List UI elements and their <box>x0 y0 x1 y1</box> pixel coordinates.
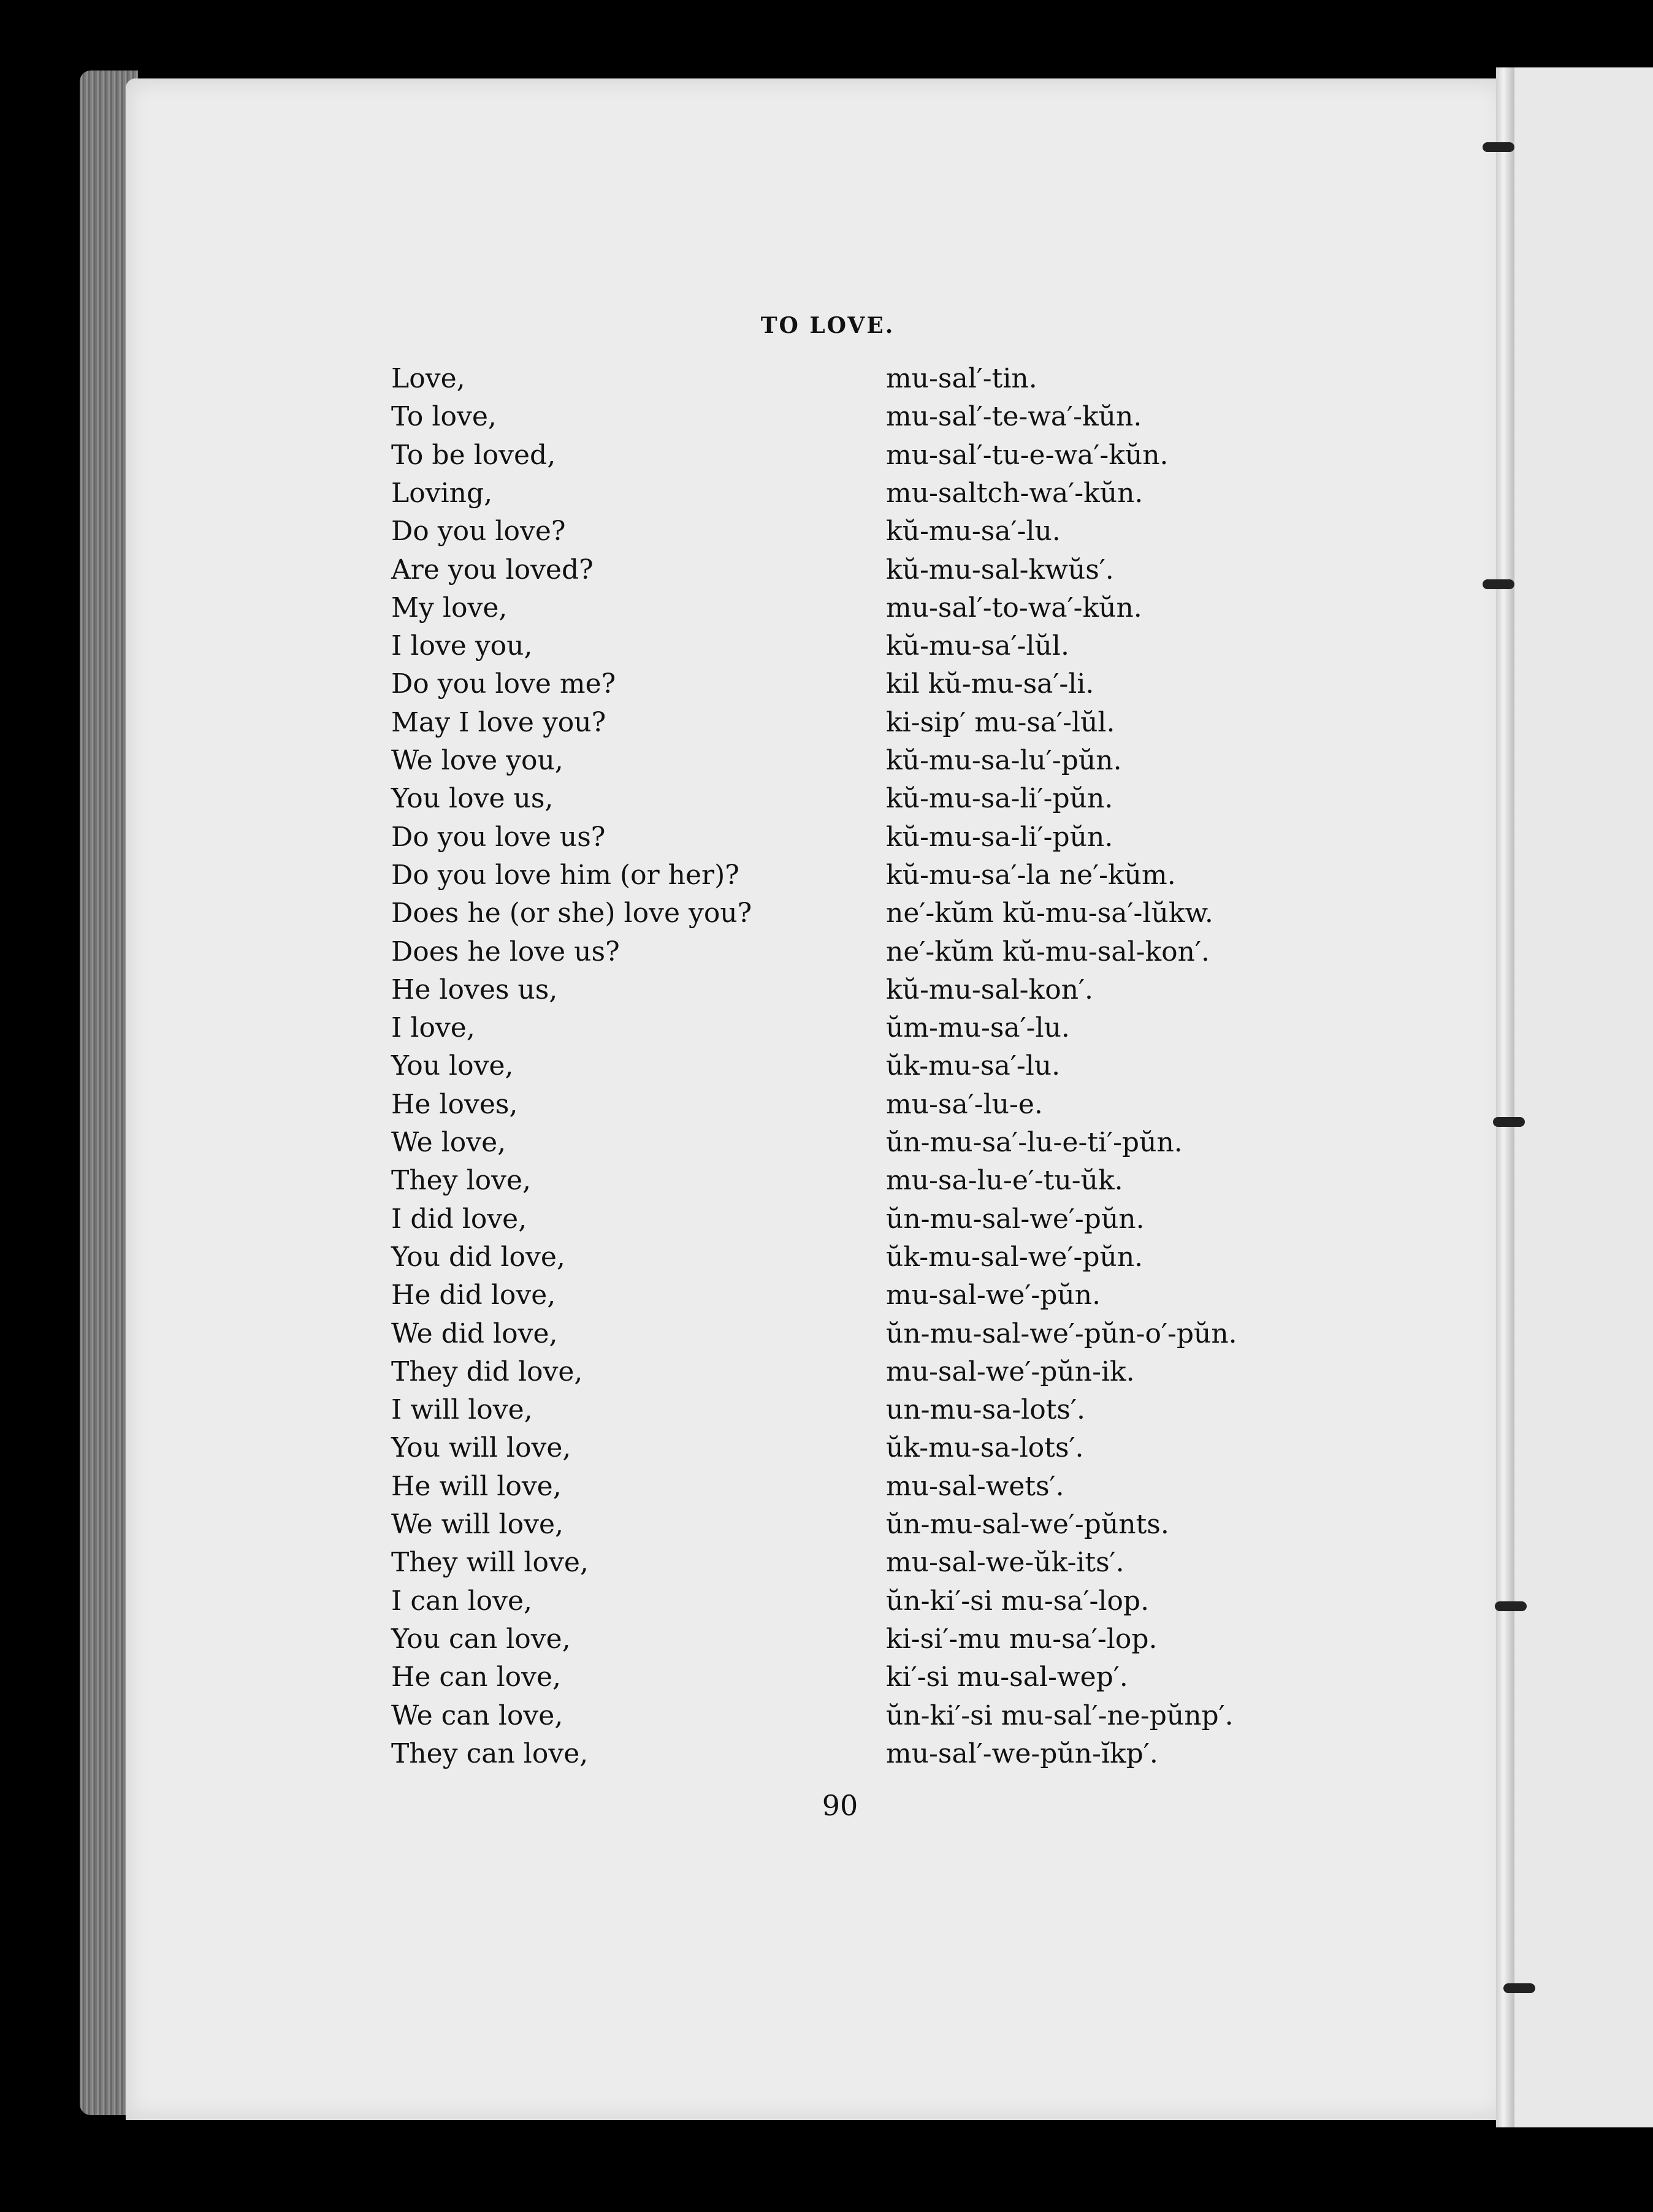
indian-translation: mu-sal′-te-wa′-kŭn. <box>886 401 1142 433</box>
indian-translation: kŭ-mu-sal-kon′. <box>886 974 1094 1005</box>
vocabulary-entry <box>0 783 1653 820</box>
vocabulary-entry <box>0 440 1653 476</box>
vocabulary-entry <box>0 478 1653 514</box>
vocabulary-entry <box>0 516 1653 552</box>
english-phrase: We love you, <box>391 745 563 776</box>
indian-translation: mu-sa′-lu-e. <box>886 1088 1043 1120</box>
indian-translation: mu-saltch-wa′-kŭn. <box>886 477 1143 509</box>
english-phrase: I did love, <box>391 1203 527 1235</box>
vocabulary-entry <box>0 1509 1653 1546</box>
vocabulary-entry <box>0 363 1653 400</box>
english-phrase: Does he (or she) love you? <box>391 898 752 929</box>
indian-translation: ki′-si mu-sal-wep′. <box>886 1661 1128 1693</box>
english-phrase: Do you love us? <box>391 821 606 853</box>
indian-translation: ne′-kŭm kŭ-mu-sal-kon′. <box>886 936 1210 967</box>
english-phrase: We love, <box>391 1127 506 1158</box>
vocabulary-entry <box>0 1471 1653 1508</box>
english-phrase: I can love, <box>391 1585 533 1617</box>
vocabulary-entry <box>0 592 1653 629</box>
binding-mark <box>1503 1983 1535 1993</box>
indian-translation: mu-sal′-we-pŭn-ĭkp′. <box>886 1737 1158 1769</box>
indian-translation: mu-sal′-tu-e-wa′-kŭn. <box>886 439 1169 471</box>
english-phrase: They can love, <box>391 1737 589 1769</box>
indian-translation: ŭn-ki′-si mu-sal′-ne-pŭnp′. <box>886 1699 1234 1731</box>
english-phrase: They did love, <box>391 1356 583 1387</box>
vocabulary-entry <box>0 860 1653 896</box>
english-phrase: Love, <box>391 363 465 394</box>
vocabulary-entry <box>0 745 1653 782</box>
vocabulary-entry <box>0 1280 1653 1316</box>
indian-translation: kŭ-mu-sa-li′-pŭn. <box>886 783 1113 815</box>
english-phrase: My love, <box>391 592 508 624</box>
english-phrase: You love, <box>391 1050 514 1082</box>
indian-translation: kŭ-mu-sa-li′-pŭn. <box>886 821 1113 853</box>
vocabulary-entry <box>0 1623 1653 1660</box>
indian-translation: ki-sip′ mu-sa′-lŭl. <box>886 706 1115 738</box>
vocabulary-entry <box>0 974 1653 1011</box>
english-phrase: We can love, <box>391 1699 563 1731</box>
vocabulary-entry <box>0 1241 1653 1278</box>
english-phrase: He will love, <box>391 1470 562 1502</box>
english-phrase: You love us, <box>391 783 554 815</box>
indian-translation: ŭn-ki′-si mu-sa′-lop. <box>886 1585 1150 1617</box>
vocabulary-entry <box>0 1012 1653 1049</box>
english-phrase: They love, <box>391 1165 532 1197</box>
vocabulary-entry <box>0 668 1653 705</box>
vocabulary-entry <box>0 936 1653 973</box>
english-phrase: To be loved, <box>391 439 556 471</box>
vocabulary-entry <box>0 1661 1653 1698</box>
indian-translation: ki-si′-mu mu-sa′-lop. <box>886 1623 1158 1655</box>
vocabulary-entry <box>0 1394 1653 1431</box>
english-phrase: He can love, <box>391 1661 562 1693</box>
indian-translation: mu-sa-lu-e′-tu-ŭk. <box>886 1165 1123 1197</box>
english-phrase: Do you love him (or her)? <box>391 859 739 891</box>
indian-translation: mu-sal′-tin. <box>886 363 1037 394</box>
english-phrase: May I love you? <box>391 706 606 738</box>
vocabulary-entry <box>0 554 1653 591</box>
vocabulary-entry <box>0 1585 1653 1622</box>
indian-translation: mu-sal′-to-wa′-kŭn. <box>886 592 1142 624</box>
vocabulary-entry <box>0 1432 1653 1469</box>
indian-translation: mu-sal-wets′. <box>886 1470 1064 1502</box>
vocabulary-entry <box>0 898 1653 934</box>
english-phrase: Does he love us? <box>391 936 620 967</box>
page-number: 90 <box>822 1789 858 1822</box>
indian-translation: ŭk-mu-sa′-lu. <box>886 1050 1061 1082</box>
vocabulary-entry <box>0 630 1653 667</box>
vocabulary-entry <box>0 1050 1653 1087</box>
indian-translation: ŭn-mu-sal-we′-pŭnts. <box>886 1509 1169 1540</box>
vocabulary-entry <box>0 707 1653 744</box>
vocabulary-entry <box>0 1165 1653 1202</box>
indian-translation: mu-sal-we-ŭk-its′. <box>886 1547 1124 1579</box>
english-phrase: Loving, <box>391 477 493 509</box>
english-phrase: Do you love me? <box>391 668 616 700</box>
vocabulary-entry <box>0 1089 1653 1126</box>
page-title: TO LOVE. <box>760 313 895 338</box>
english-phrase: We will love, <box>391 1509 563 1540</box>
vocabulary-entry <box>0 822 1653 858</box>
indian-translation: ŭm-mu-sa′-lu. <box>886 1012 1070 1044</box>
indian-translation: ŭn-mu-sal-we′-pŭn-o′-pŭn. <box>886 1318 1237 1349</box>
indian-translation: mu-sal-we′-pŭn. <box>886 1280 1101 1311</box>
english-phrase: He loves, <box>391 1088 518 1120</box>
english-phrase: He loves us, <box>391 974 558 1005</box>
english-phrase: They will love, <box>391 1547 589 1579</box>
binding-mark <box>1483 142 1514 152</box>
indian-translation: ŭn-mu-sa′-lu-e-ti′-pŭn. <box>886 1127 1183 1158</box>
english-phrase: I love, <box>391 1012 475 1044</box>
english-phrase: You did love, <box>391 1241 565 1273</box>
english-phrase: You can love, <box>391 1623 571 1655</box>
english-phrase: We did love, <box>391 1318 558 1349</box>
indian-translation: mu-sal-we′-pŭn-ik. <box>886 1356 1135 1387</box>
english-phrase: He did love, <box>391 1280 556 1311</box>
indian-translation: ne′-kŭm kŭ-mu-sa′-lŭkw. <box>886 898 1213 929</box>
vocabulary-entry <box>0 1356 1653 1393</box>
indian-translation: kŭ-mu-sa′-lŭl. <box>886 630 1069 662</box>
indian-translation: ŭn-mu-sal-we′-pŭn. <box>886 1203 1145 1235</box>
english-phrase: To love, <box>391 401 497 433</box>
indian-translation: kil kŭ-mu-sa′-li. <box>886 668 1094 700</box>
indian-translation: ŭk-mu-sal-we′-pŭn. <box>886 1241 1143 1273</box>
vocabulary-entry <box>0 1738 1653 1775</box>
indian-translation: kŭ-mu-sal-kwŭs′. <box>886 554 1114 585</box>
english-phrase: I love you, <box>391 630 533 662</box>
indian-translation: kŭ-mu-sa-lu′-pŭn. <box>886 745 1122 776</box>
english-phrase: I will love, <box>391 1394 533 1426</box>
indian-translation: un-mu-sa-lots′. <box>886 1394 1085 1426</box>
indian-translation: kŭ-mu-sa′-la ne′-kŭm. <box>886 859 1176 891</box>
vocabulary-entry <box>0 1127 1653 1164</box>
vocabulary-entry <box>0 1318 1653 1355</box>
english-phrase: Do you love? <box>391 516 566 547</box>
vocabulary-entry <box>0 401 1653 438</box>
english-phrase: Are you loved? <box>391 554 594 585</box>
indian-translation: ŭk-mu-sa-lots′. <box>886 1432 1084 1464</box>
vocabulary-entry <box>0 1203 1653 1240</box>
vocabulary-entry <box>0 1547 1653 1584</box>
indian-translation: kŭ-mu-sa′-lu. <box>886 516 1061 547</box>
english-phrase: You will love, <box>391 1432 571 1464</box>
vocabulary-entry <box>0 1700 1653 1737</box>
